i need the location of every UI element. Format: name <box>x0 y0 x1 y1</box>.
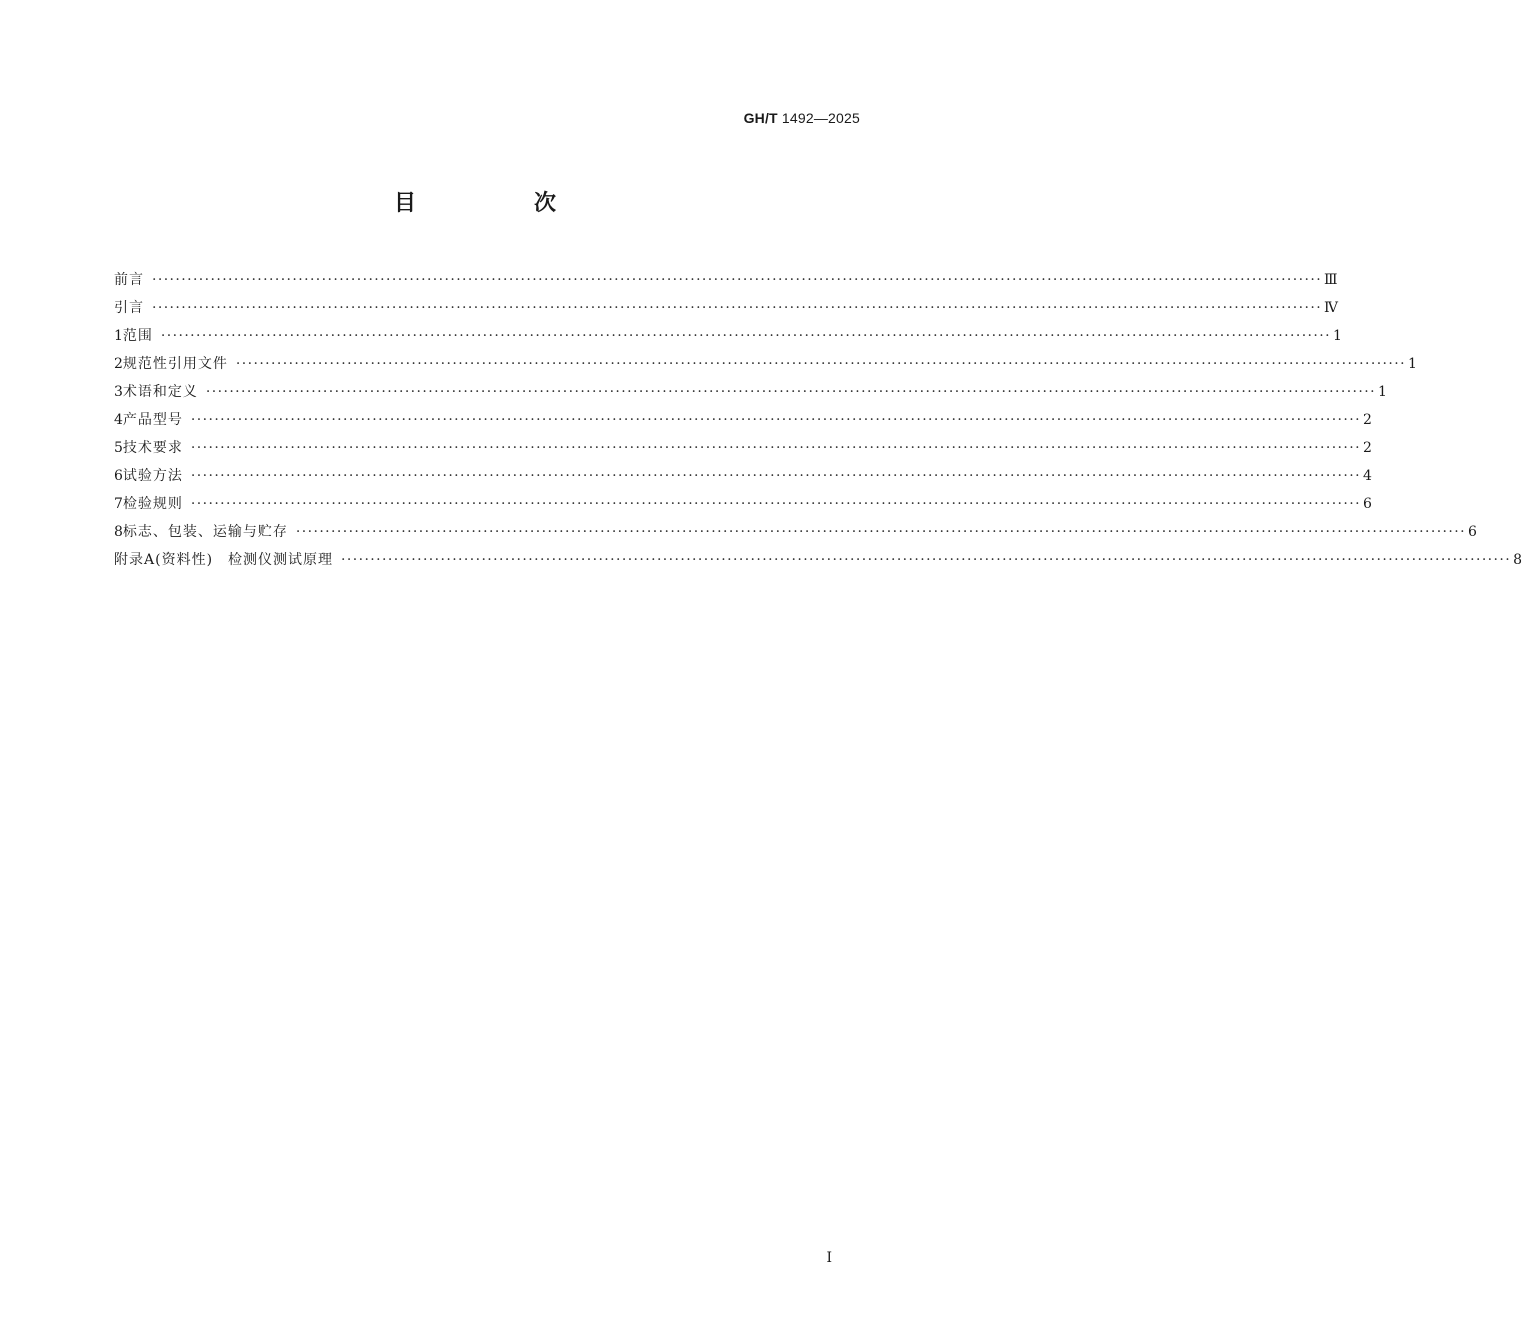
toc-leader-dots: ········································································································································································································ <box>152 272 1323 288</box>
toc-entry-page: 1 <box>1377 384 1387 400</box>
standard-code: GH/T <box>743 110 778 126</box>
toc-entry-label: 引言 <box>114 300 144 316</box>
toc-entry-terms-definitions[interactable] <box>114 378 1387 406</box>
toc-entry-label: 规范性引用文件 <box>122 356 228 372</box>
toc-leader-dots: ········································································································································································································ <box>235 356 1406 372</box>
toc-entry-label: 技术要求 <box>122 440 183 456</box>
toc-entry-number: 3 <box>114 384 123 400</box>
toc-leader-dots: ········································································································································································································ <box>160 328 1331 344</box>
toc-entry-page: 8 <box>1513 552 1522 568</box>
toc-entry-page: Ⅲ <box>1324 272 1338 288</box>
toc-entry-page: 1 <box>1407 356 1417 372</box>
toc-entry-number: 8 <box>114 524 123 540</box>
toc-entry-annex-a[interactable] <box>114 546 1522 574</box>
toc-leader-dots: ········································································································································································································ <box>152 300 1323 316</box>
toc-entry-introduction[interactable] <box>114 294 1339 322</box>
toc-entry-number: 4 <box>114 412 123 428</box>
toc-entry-page: 6 <box>1467 524 1477 540</box>
table-of-contents <box>114 266 1522 574</box>
toc-entry-page: Ⅳ <box>1324 300 1339 316</box>
standard-year: 1492—2025 <box>781 110 860 126</box>
toc-entry-normative-references[interactable] <box>114 350 1417 378</box>
toc-entry-inspection-rules[interactable] <box>114 490 1372 518</box>
toc-entry-label: 前言 <box>114 272 144 288</box>
toc-entry-number: 2 <box>114 356 123 372</box>
toc-leader-dots: ········································································································································································································ <box>190 440 1361 456</box>
toc-entry-number: 7 <box>114 496 123 512</box>
toc-entry-label: 检验规则 <box>122 496 183 512</box>
toc-entry-label: 范围 <box>122 328 153 344</box>
toc-entry-label: 术语和定义 <box>122 384 198 400</box>
toc-leader-dots: ········································································································································································································ <box>205 384 1376 400</box>
toc-entry-label: 标志、包装、运输与贮存 <box>122 524 288 540</box>
toc-entry-page: 1 <box>1332 328 1342 344</box>
toc-title: 目 次 <box>393 191 604 216</box>
toc-entry-scope[interactable] <box>114 322 1342 350</box>
toc-entry-page: 2 <box>1362 440 1372 456</box>
toc-entry-number: 5 <box>114 440 123 456</box>
toc-entry-product-model[interactable] <box>114 406 1372 434</box>
page-number: Ⅰ <box>826 1250 832 1266</box>
standard-number <box>744 110 860 126</box>
toc-entry-number: 1 <box>114 328 123 344</box>
toc-entry-label: 附录A(资料性) 检测仪测试原理 <box>114 552 334 568</box>
toc-entry-test-methods[interactable] <box>114 462 1372 490</box>
toc-leader-dots: ········································································································································································································ <box>190 412 1361 428</box>
toc-entry-foreword[interactable] <box>114 266 1338 294</box>
toc-entry-label: 试验方法 <box>122 468 183 484</box>
toc-leader-dots: ········································································································································································································ <box>341 552 1512 568</box>
toc-entry-technical-requirements[interactable] <box>114 434 1372 462</box>
toc-entry-page: 2 <box>1362 412 1372 428</box>
toc-entry-page: 6 <box>1362 496 1372 512</box>
toc-entry-number: 6 <box>114 468 123 484</box>
toc-leader-dots: ········································································································································································································ <box>190 496 1361 512</box>
toc-entry-page: 4 <box>1362 468 1372 484</box>
toc-leader-dots: ········································································································································································································ <box>190 468 1361 484</box>
toc-leader-dots: ········································································································································································································ <box>295 524 1466 540</box>
toc-entry-label: 产品型号 <box>122 412 183 428</box>
toc-entry-marking-packaging[interactable] <box>114 518 1477 546</box>
